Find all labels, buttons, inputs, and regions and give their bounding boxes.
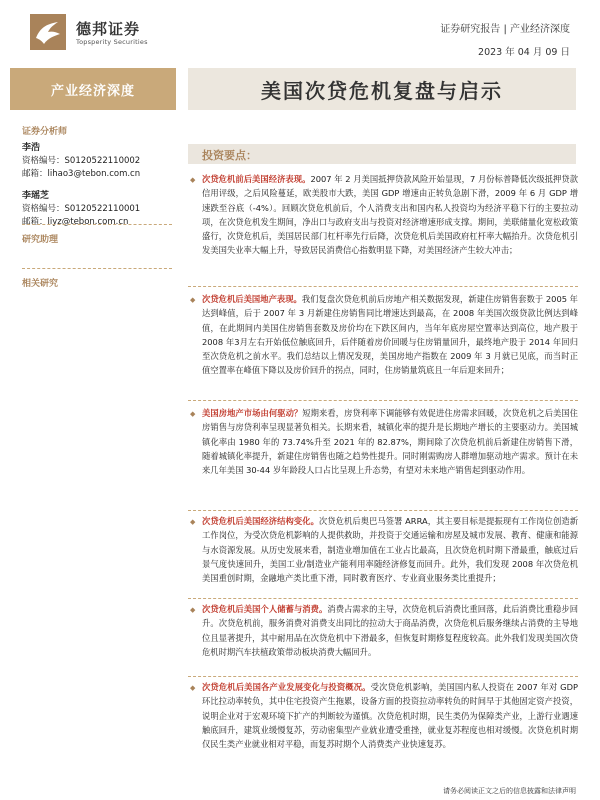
divider: [188, 286, 578, 287]
brand-name-en: Topsperity Securities: [76, 38, 148, 46]
divider: [22, 224, 172, 225]
divider: [188, 400, 578, 401]
bullet-icon: ◆: [190, 518, 196, 526]
paragraph-lead: 次贷危机前后美国经济表现。: [202, 174, 311, 184]
divider: [188, 598, 578, 599]
paragraph-body: 短期来看，房贷利率下调能够有效促进住房需求回暖，次贷危机之后美国住房销售与房贷利率呈现显著负相关。长期来看，城镇化率的提升是长期地产增长的主要驱动力。美国城镇化率由 1980 年的 73.74%升至 2021 年的 82.87%，期间除了次贷危机前后新建住房销售下滑，随着城镇化率提升，新建住房销售也随之趋势性提升。同时刚需购房人群增加驱动地产需求。预计在未来几年美国 30-44 岁年龄段人口占比呈现上升态势，有望对未来地产销售起到驱动作用。: [202, 408, 578, 476]
paragraph-body: 2007 年 2 月美国抵押贷款风险开始显现，7 月份标普降低次级抵押贷款信用评级，之后风险蔓延，欧美股市大跌，美国 GDP 增速由正转负急剧下滑，2009 年 6 月 GDP 增速跌至谷底（-4%）。回顾次贷危机前后，个人消费支出和国内私人投资均为经济平稳下行的主要拉动项，在次贷危机发生期间，净出口与政府支出与投资对经济增速形成支撑。期间，美联储量化宽松政策盛行，次贷危机后，美国居民部门杠杆率先行后降，次贷危机后美国政府杠杆率大幅抬升。次贷危机引发美国失业率大幅上升，导致居民消费信心指数明显下降，对美国经济产生较大冲击；: [202, 174, 578, 256]
eagle-logo-icon: [30, 14, 66, 50]
paragraph-body: 消费占需求的主导，次贷危机后消费比重回落，此后消费比重稳步回升。次贷危机前，服务消费对消费支出同比的拉动大于商品消费，次贷危机后服务继续占消费的主导地位且显著提升，其中耐用品在次贷危机中下滑最多，但恢复时期修复程度较高。此外我们发现美国次贷危机时期汽车扶植政策带动板块消费大幅回升。: [202, 604, 578, 657]
analyst-card: [22, 140, 172, 181]
analyst-heading: 证券分析师: [22, 127, 68, 137]
assistant-heading: 研究助理: [22, 235, 59, 245]
email-link[interactable]: lihao3@tebon.com.cn: [47, 169, 141, 179]
brand-name-cn: 德邦证券: [76, 20, 141, 38]
bullet-icon: ◆: [190, 296, 196, 304]
highlight-paragraph: [190, 680, 578, 751]
highlights-label: 投资要点：: [202, 149, 257, 162]
cert-label: 资格编号：: [22, 204, 65, 214]
highlight-paragraph: [190, 514, 578, 585]
cert-number: S0120522110001: [64, 204, 141, 214]
email-link[interactable]: liyz@tebon.com.cn: [47, 217, 129, 227]
title-band: [188, 68, 576, 110]
divider: [188, 676, 578, 677]
bullet-icon: ◆: [190, 176, 196, 184]
analyst-card: [22, 188, 172, 229]
paragraph-lead: 美国房地产市场由何驱动？: [202, 408, 303, 418]
related-heading: 相关研究: [22, 279, 59, 289]
highlight-paragraph: [190, 172, 578, 258]
bullet-icon: ◆: [190, 410, 196, 418]
paragraph-body: 我们复盘次贷危机前后房地产相关数据发现，新建住房销售套数于 2005 年达到峰值，后于 2007 年 3 月新建住房销售同比增速达到最高，在 2008 年美国次级贷款比例达到峰值，在此期间内美国住房销售套数及房价均在下跌区间内，当年年底房屋空置率达到高位，地产股于 2008 年3月左右开始低位触底回升，后伴随着房价回暖与住房销量回升，最终地产股于 2014 年回归至次贷危机之前水平。我们总结以上情况发现，美国房地产指数在 2009 年 3 月就已见底，而当时正值空置率在峰值下降以及房价回升的拐点，同时，住房销量筑底且一年后迎来回升；: [202, 294, 578, 376]
divider: [188, 510, 578, 511]
highlight-paragraph: [190, 406, 578, 477]
cert-number: S0120522110002: [64, 156, 141, 166]
paragraph-lead: 次贷危机后美国各产业发展变化与投资概况。: [202, 682, 371, 692]
cert-label: 资格编号：: [22, 156, 65, 166]
analyst-cert: [22, 155, 172, 168]
paragraph-body: 次贷危机后奥巴马签署 ARRA，其主要目标是提振现有工作岗位创造新工作岗位，为受次贷危机影响的人提供救助，并投资于交通运输和房屋及城市发展、教育、健康和能源与水资源发展。从历史发展来看，制造业增加值在工业占比最高，且次贷危机时期下滑最重，触底过后景气度快速回升，美国工业/制造业产能利用率随经济修复而回升。此外，我们发现 2008 年次贷危机美国重创时期，金融地产类比重下滑，同时教育医疗、专业商业服务类比重提升；: [202, 516, 578, 584]
analyst-cert: [22, 203, 172, 216]
analyst-name: 李瑶芝: [22, 191, 50, 201]
report-date: 2023 年 04 月 09 日: [478, 47, 570, 58]
highlight-paragraph: [190, 292, 578, 378]
report-header: [0, 0, 600, 66]
paragraph-body: 受次贷危机影响，美国国内私人投资在 2007 年对 GDP 环比拉动率转负，其中住宅投资产生拖累，设备方面的投资拉动率转负的时间早于其他固定资产投资，说明企业对于宏观环境下扩产的判断较为谨慎。次贷危机时期，民生类仍为保障类产业，上游行业遇速触底回升，建筑业缓慢复苏，劳动密集型产业就业遭受重挫，就业复苏程度也相对缓慢。次贷危机时期仅民生类产业就业相对平稳，而复苏时期个人消费类产业快速复苏。: [202, 682, 578, 750]
document-type: 证券研究报告 | 产业经济深度: [440, 24, 570, 35]
email-label: 邮箱：: [22, 217, 48, 227]
analyst-name: 李浩: [22, 143, 41, 153]
footer-disclaimer: 请务必阅读正文之后的信息披露和法律声明: [443, 787, 576, 795]
analyst-email: [22, 216, 172, 229]
report-title: 美国次贷危机复盘与启示: [261, 78, 503, 103]
bullet-icon: ◆: [190, 684, 196, 692]
divider: [22, 268, 172, 269]
highlight-paragraph: [190, 602, 578, 659]
email-label: 邮箱：: [22, 169, 48, 179]
sector-label: 产业经济深度: [10, 68, 176, 110]
highlights-bar: [188, 144, 576, 164]
paragraph-lead: 次贷危机后美国个人储蓄与消费。: [202, 604, 328, 614]
sidebar: [0, 66, 176, 800]
paragraph-lead: 次贷危机后美国经济结构变化。: [202, 516, 319, 526]
analyst-email: [22, 168, 172, 181]
bullet-icon: ◆: [190, 606, 196, 614]
paragraph-lead: 次贷危机后美国地产表现。: [202, 294, 302, 304]
